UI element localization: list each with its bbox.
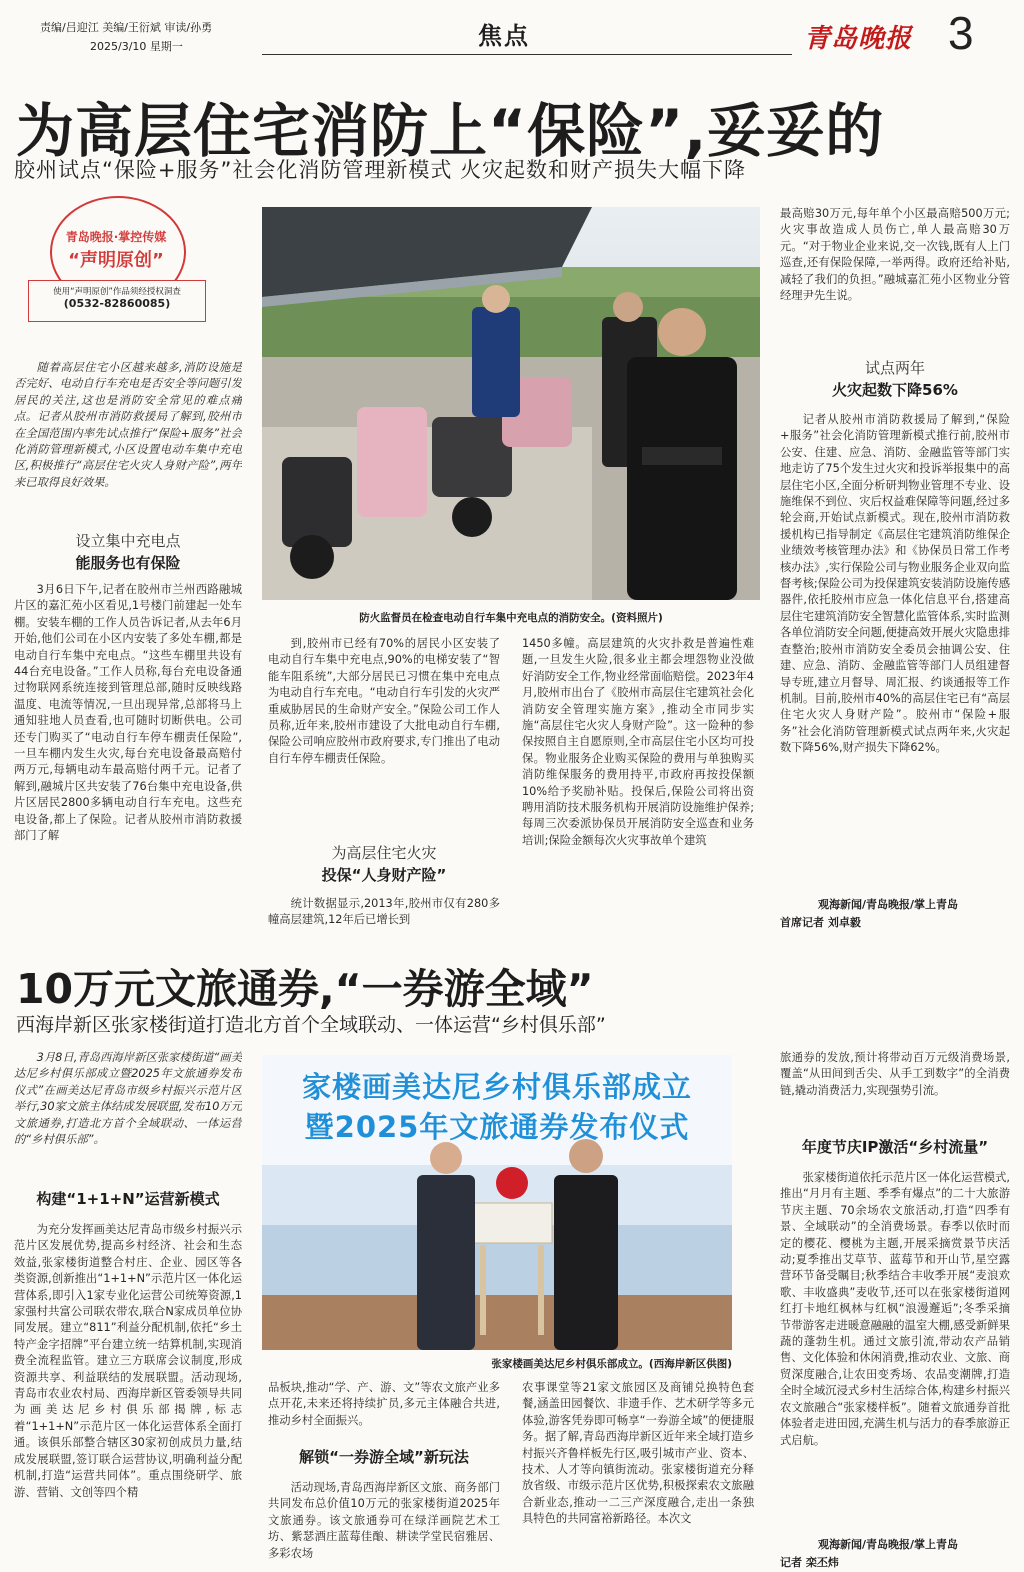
issue-date: 2025/3/10 星期一	[90, 40, 183, 53]
a1-sec3-title2: 火灾起数下降56%	[832, 381, 958, 399]
photo2-caption: 张家楼画美达尼乡村俱乐部成立。(西海岸新区供图)	[491, 1358, 732, 1370]
column-text: 到,胶州市已经有70%的居民小区安装了电动自行车集中充电点,90%的电梯安装了“智能车阻系统”,大部分居民已习惯在集中充电点为电动自行车充电。“电动自行车引发的火灾严重威胁居民的生命财产安全。”保险公司工作人员称,近年来,胶州市建设了大批电动自行车棚,保险公司响应胶州市政府要求,专门推出了电动自行车停车棚责任保险。	[268, 637, 500, 765]
original-statement-stamp	[28, 196, 204, 328]
a1-sec2-title1: 为高层住宅火灾	[331, 844, 437, 862]
column-text: 3月6日下午,记者在胶州市兰州西路融城片区的嘉汇苑小区看见,1号楼门前建起一处车棚。安装车棚的工作人员告诉记者,从去年6月开始,他们公司在小区内安装了多处车棚,都是电动自行车集中充电点。“这些车棚里共设有44台充电设备。”工作人员称,每台充电设备通过物联网系统连接到管理总部,随时反映线路温度、电流等情况,一旦出现异常,总部将马上通知驻地人员查看,也可随时切断供电。公司还专门购买了“电动自行车停车棚责任保险”,一旦车棚内发生火灾,每台充电设备最高赔付两万元,每辆电动车最高赔付两千元。记者了解到,融城片区共安装了76台集中充电设备,供片区居民2800多辆电动自行车充电。这些充电设备,都上了保险。记者从胶州市消防救援部门了解	[14, 583, 242, 843]
a1-sec1-title2: 能服务也有保险	[75, 554, 181, 572]
newspaper-logo: 青岛晚报	[804, 24, 913, 54]
article1-column1	[14, 582, 242, 930]
article1-headline: 为高层住宅消防上“保险”,妥妥的	[16, 97, 885, 165]
column-text: 旅通券的发放,预计将带动百万元级消费场景,覆盖“从田间到舌尖、从手工到数字”的全消费链,撬动消费活力,实现强势引流。	[780, 1051, 1010, 1097]
banner-line2: 暨2025年文旅通券发布仪式	[304, 1110, 690, 1144]
article2-lead	[14, 1050, 242, 1176]
article2-byline1: 观海新闻/青岛晚报/掌上青岛	[818, 1538, 959, 1551]
article2-subheadline: 西海岸新区张家楼街道打造北方首个全域联动、一体运营“乡村俱乐部”	[16, 1014, 606, 1036]
club-ceremony-photo	[262, 1055, 732, 1350]
article2-byline2: 记者 栾丕炜	[780, 1556, 839, 1569]
column-text: 1450多幢。高层建筑的火灾扑救是普遍性难题,一旦发生火险,很多业主都会埋怨物业没做好消防安全工作,物业经常面临赔偿。2023年4月,胶州市出台了《胶州市高层住宅建筑社会化消防安全管理实施方案》,推动全市同步实施“高层住宅火灾人身财产险”。这一险种的参保按照自主自愿原则,全市高层住宅小区均可投保。物业服务企业购买保险的费用与单独购买消防维保服务的费用持平,市政府再按投保额10%给予奖励补贴。投保后,保险公司将出资聘用消防技术服务机构开展消防设施维护保养;每周三次委派协保员开展消防安全巡查和业务培训;保险金额每次火灾事故单个建筑	[522, 637, 754, 847]
a1-sec1-title1: 设立集中充电点	[75, 532, 181, 550]
column-text: 统计数据显示,2013年,胶州市仅有280多幢高层建筑,12年后已增长到	[268, 897, 500, 927]
article2-column2	[268, 1380, 500, 1430]
article2-column4b	[780, 1170, 1010, 1534]
section-name: 焦点	[478, 22, 530, 50]
fire-inspection-photo	[262, 207, 760, 600]
column-text: 农事课堂等21家文旅园区及商铺兑换特色套餐,涵盖田园餐饮、非遗手作、艺术研学等多元体验,游客凭券即可畅享“一券游全域”的便捷服务。据了解,青岛西海岸新区近年来全域打造乡村振兴齐鲁样板先行区,吸引城市产业、资本、技术、人才等向镇街流动。张家楼街道充分释放省级、市级示范片区优势,积极探索农文旅融合新业态,推动一二三产深度融合,走出一条独具特色的共同富裕新路径。本次文	[522, 1381, 754, 1526]
article2-column1	[14, 1222, 242, 1568]
article1-column3	[522, 636, 754, 930]
article1-column4b	[780, 412, 1010, 892]
stamp-box	[28, 280, 206, 322]
column-text: 为充分发挥画美达尼青岛市级乡村振兴示范片区发展优势,提高乡村经济、社会和生态效益,张家楼街道整合村庄、企业、园区等各类资源,创新推出“1+1+N”示范片区一体化运营体系,即引入1家专业化运营公司统筹资源,1家强村共富公司联农带农,联合N家成员单位协同发展。建立“811”利益分配机制,依托“乡土特产金字招牌”平台建立统一结算机制,实现消费全流程监管。建立三方联席会议制度,形成资源共享、利益联结的发展联盟。活动现场,青岛市农业农村局、西海岸新区管委领导共同为画美达尼乡村俱乐部揭牌,标志着“1+1+N”示范片区一体化运营体系全面打通。该俱乐部整合辖区30家初创成员力量,结成发展联盟,签订联合运营协议,明确利益分配机制,打造“运营共同体”。重点围绕研学、旅游、营销、文创等四个精	[14, 1223, 242, 1499]
article1-column2b	[268, 896, 500, 930]
stamp-line3: 使用“声明原创”作品须经授权洞查	[53, 287, 181, 297]
article1-byline2: 首席记者 刘卓毅	[780, 916, 861, 929]
column-text: 最高赔30万元,每年单个小区最高赔500万元;火灾事故造成人员伤亡,单人最高赔30万元。“对于物业企业来说,交一次钱,既有人上门巡查,还有保险保障,一举两得。政府还给补贴,减轻了我们的负担。”融城嘉汇苑小区物业分管经理尹先生说。	[780, 207, 1010, 303]
lead-paragraph: 随着高层住宅小区越来越多,消防设施是否完好、电动自行车充电是否安全等问题引发居民的关注,这也是消防安全常见的难点痛点。记者从胶州市消防救援局了解到,胶州市在全国范围内率先试点推行“保险+服务”社会化消防管理新模式,小区设置电动车集中充电区,积极推行“高层住宅火灾人身财产险”,两年来已取得良好效果。	[14, 361, 242, 489]
header-rule	[262, 54, 792, 55]
column-text: 记者从胶州市消防救援局了解到,“保险+服务”社会化消防管理新模式推行前,胶州市公安、住建、应急、消防、金融监管等部门实地走访了75个发生过火灾和投诉举报集中的高层住宅小区,全面分析研判物业管理不专业、设施维保不到位、灾后权益难保障等问题,经过多轮会商,开始试点新模式。现在,胶州市消防救援机构已指导制定《高层住宅建筑消防维保企业绩效考核管理办法》和《协保员日常工作考核办法》,实行保险公司与物业服务企业双向监督考核;保险公司为投保建筑安装消防设施传感器件,依托胶州市应急一体化信息平台,搭建高层住宅建筑消防安全智慧化监管体系,实时监测各单位消防安全问题,便捷高效开展火灾隐患排查整治;胶州市消防安全委员会抽调公安、住建、应急、消防、金融监管等部门人员组建督导专班,建立月督导、周汇报、约谈通报等工作机制。目前,胶州市40%的高层住宅已有“高层住宅火灾人身财产险”。胶州市“保险+服务”社会化消防管理新模式试点两年来,火灾起数下降56%,财产损失下降62%。	[780, 413, 1010, 755]
article1-byline1: 观海新闻/青岛晚报/掌上青岛	[818, 898, 959, 911]
a1-sec2-title2: 投保“人身财产险”	[321, 866, 447, 884]
lead-paragraph: 3月8日,青岛西海岸新区张家楼街道“画美达尼乡村俱乐部成立暨2025年文旅通券发布仪式”在画美达尼青岛市级乡村振兴示范片区举行,30家文旅主体结成发展联盟,发布10万元文旅通券,打造北方首个全域联动、一体运营的“乡村俱乐部”。	[14, 1051, 242, 1147]
stamp-line1: 青岛晚报·掌控传媒	[65, 230, 167, 244]
article1-column4a	[780, 206, 1010, 344]
banner-line1: 家楼画美达尼乡村俱乐部成立	[301, 1070, 692, 1104]
a2-sec1-title: 构建“1+1+N”运营新模式	[36, 1190, 220, 1208]
column-text: 活动现场,青岛西海岸新区文旅、商务部门共同发布总价值10万元的张家楼街道2025年文旅通券。该文旅通券可在绿洋画院艺术工坊、紫瑟酒庄蓝莓佳酿、耕读学堂民宿雅居、多彩农场	[268, 1481, 500, 1560]
stamp-line4: (0532-82860085)	[63, 297, 171, 310]
a1-sec3-title1: 试点两年	[864, 359, 925, 377]
article1-lead	[14, 360, 242, 520]
column-text: 品板块,推动“学、产、游、文”等农文旅产业多点开花,未来还将持续扩员,多元主体融合共进,推动乡村全面振兴。	[268, 1381, 500, 1427]
article2-column2b	[268, 1480, 500, 1568]
photo-illustration	[262, 207, 760, 600]
article2-headline: 10万元文旅通券,“一券游全域”	[16, 965, 594, 1013]
a2-sec3-title: 年度节庆IP激活“乡村流量”	[801, 1138, 989, 1156]
article1-column2	[268, 636, 500, 830]
page-number: 3	[948, 7, 974, 59]
stamp-line2: “声明原创”	[68, 250, 164, 271]
editors-line: 责编/吕迎江 美编/王衍斌 审读/孙勇	[40, 21, 213, 34]
article1-subheadline: 胶州试点“保险+服务”社会化消防管理新模式 火灾起数和财产损失大幅下降	[14, 158, 747, 182]
article2-column4a	[780, 1050, 1010, 1120]
a2-sec2-title: 解锁“一券游全域”新玩法	[299, 1448, 469, 1466]
column-text: 张家楼街道依托示范片区一体化运营模式,推出“月月有主题、季季有爆点”的二十大旅游节庆主题、70余场农文旅活动,打造“四季有景、全域联动”的全消费场景。春季以依时而定的樱花、樱桃为主题,开展采摘赏景节庆活动;夏季推出艾草节、蓝莓节和开山节,星空露营环节备受瞩目;秋季结合丰收季开展“麦浪欢歌、丰收盛典”麦收节,还可以在张家楼街道网红打卡地红枫林与红枫“浪漫邂逅”;冬季采摘节带游客走进暖意融融的温室大棚,感受新鲜果蔬的蓬勃生机。通过文旅引流,带动农产品销售、文化体验和休闲消费,推动农业、文旅、商贸深度融合,让农田变秀场、农品变潮牌,打造全时全域沉浸式乡村生活综合体,构建乡村振兴农文旅融合“张家楼样板”。随着文旅通券首批体验者走进田园,充满生机与活力的春季旅游正式启航。	[780, 1171, 1010, 1447]
photo1-caption: 防火监督员在检查电动自行车集中充电点的消防安全。(资料照片)	[359, 612, 663, 624]
article2-column3	[522, 1380, 754, 1568]
